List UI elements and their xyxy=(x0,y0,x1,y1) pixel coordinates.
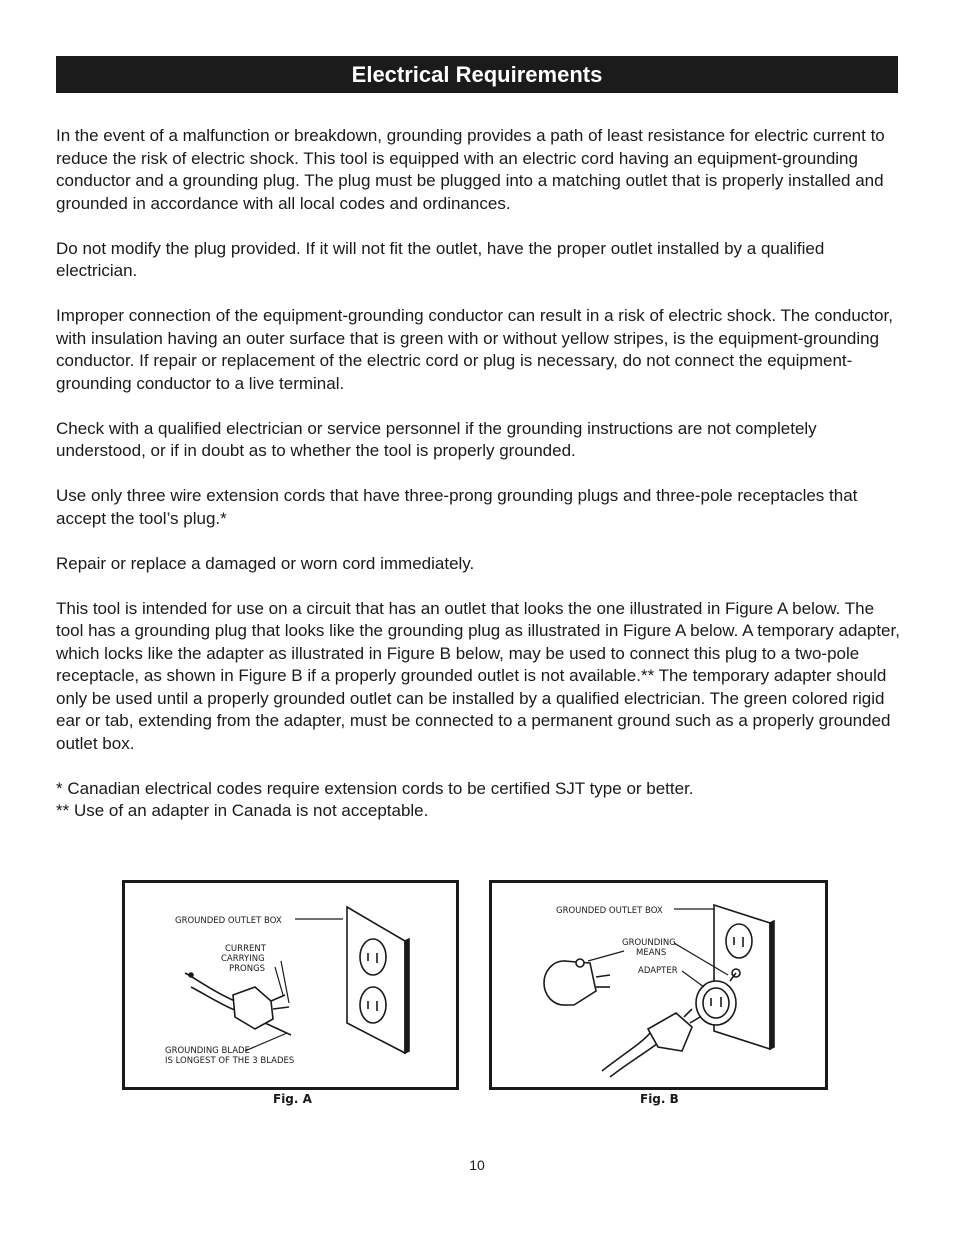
grounded-outlet-icon xyxy=(347,907,409,1053)
footnote-canada-adapter: ** Use of an adapter in Canada is not acceptable. xyxy=(56,801,429,820)
label-carrying: CARRYING xyxy=(221,954,265,964)
paragraph-check: Check with a qualified electrician or service personnel if the grounding instructions are not completely understood, or if in doubt as to whether the tool is properly grounded. xyxy=(56,418,817,460)
paragraph-extension-cords: Use only three wire extension cords that have three-prong grounding plugs and three-pole receptacles that accept the tool’s plug.* xyxy=(56,486,858,528)
label-current: CURRENT xyxy=(225,944,266,954)
paragraph-plug: Do not modify the plug provided. If it will not fit the outlet, have the proper outlet installed by a qualified electrician. xyxy=(56,238,825,280)
footnote-canada-codes: * Canadian electrical codes require extension cords to be certified SJT type or better. xyxy=(56,778,694,798)
loose-adapter-icon xyxy=(544,959,610,1005)
paragraph-repair: Repair or replace a damaged or worn cord immediately. xyxy=(56,553,475,573)
figure-b xyxy=(489,880,828,1090)
paragraph-adapter: This tool is intended for use on a circuit that has an outlet that looks the one illustrated in Figure A below. The tool has a grounding plug that looks like the grounding plug as illustrated in Figure A below. A temporary adapter, which locks like the adapter as illustrated in Figure B below, may be used to connect this plug to a two-pole receptacle, as shown in Figure B if a properly grounded outlet is not available.** The temporary adapter should only be used until a properly grounded outlet can be installed by a qualified electrician. The green colored rigid ear or tab, extending from the adapter, must be connected to a permanent ground such as a properly grounded outlet box. xyxy=(56,598,900,753)
body-text xyxy=(56,125,901,823)
label-grounding-blade: GROUNDING BLADE xyxy=(165,1046,250,1056)
label-grounded-outlet-box: GROUNDED OUTLET BOX xyxy=(175,916,282,926)
grounded-outlet-icon xyxy=(714,905,774,1049)
label-longest-blade: IS LONGEST OF THE 3 BLADES xyxy=(165,1056,295,1066)
label-grounding: GROUNDING xyxy=(622,938,676,948)
figure-a-illustration xyxy=(125,883,456,1087)
grounding-plug-icon xyxy=(185,973,291,1035)
paragraph-conductor: Improper connection of the equipment-grounding conductor can result in a risk of electric shock. The conductor, with insulation having an outer surface that is green with or without yellow stripes, is the equipment-grounding conductor. If repair or replacement of the electric cord or plug is necessary, do not connect the equipment-grounding conductor to a live terminal. xyxy=(56,306,893,393)
figure-a-caption: Fig. A xyxy=(273,1092,312,1106)
label-means: MEANS xyxy=(636,948,667,958)
page-title: Electrical Requirements xyxy=(56,56,898,93)
label-prongs: PRONGS xyxy=(229,964,266,974)
paragraph-grounding: In the event of a malfunction or breakdown, grounding provides a path of least resistance for electric current to reduce the risk of electric shock. This tool is equipped with an electric cord having an equipment-grounding conductor and a grounding plug. The plug must be plugged into a matching outlet that is properly installed and grounded in accordance with all local codes and ordinances. xyxy=(56,126,885,213)
figure-b-illustration xyxy=(492,883,825,1087)
figure-a xyxy=(122,880,459,1090)
label-grounded-outlet-box: GROUNDED OUTLET BOX xyxy=(556,906,663,916)
label-adapter: ADAPTER xyxy=(638,966,678,976)
figure-b-caption: Fig. B xyxy=(640,1092,679,1106)
grounding-plug-icon xyxy=(602,1009,700,1077)
page-number: 10 xyxy=(469,1157,485,1173)
